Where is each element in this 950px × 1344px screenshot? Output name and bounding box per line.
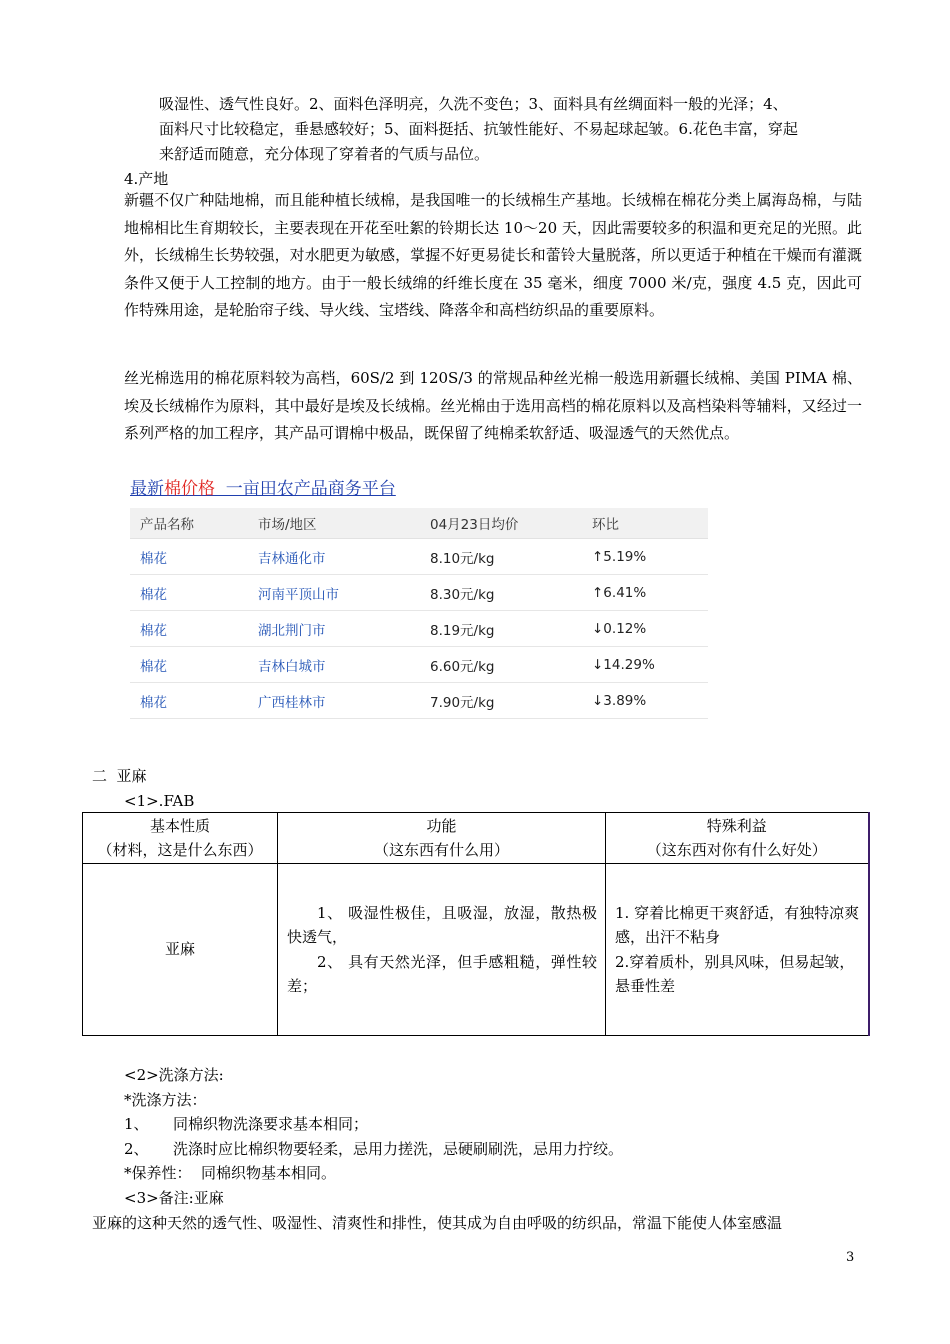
price-value: 7.90元/kg	[430, 683, 592, 719]
product-link[interactable]: 棉花	[130, 539, 258, 575]
col-product: 产品名称	[130, 508, 258, 539]
change-value: ↓3.89%	[592, 683, 708, 719]
origin-heading: 4.产地	[124, 170, 169, 188]
note-heading: <3>备注:亚麻	[124, 1189, 224, 1207]
origin-paragraph: 新疆不仅广种陆地棉，而且能种植长绒棉，是我国唯一的长绒棉生产基地。长绒棉在棉花分类上属海岛棉，与陆地棉相比生育期较长，主要表现在开花至吐絮的铃期长达 10～20 天，因此需要较多的积温和更充足的光照。此外，长绒棉生长势较强，对水肥更为敏感，掌握不好更易徒长和蕾铃大量脱落，所以更适于种植在干燥而有灌溉条件又便于人工控制的地方。由于一般长绒绵的纤维长度在 35 毫米，细度 7000 米/克，强度 4.5 克，因此可作特殊用途，是轮胎帘子线、导火线、宝塔线、降落伞和高档纺织品的重要原料。	[124, 191, 862, 319]
table-row	[130, 575, 708, 611]
top-paragraph-line-1: 吸湿性、透气性良好。2、面料色泽明亮，久洗不变色；3、面料具有丝绸面料一般的光泽；4、	[159, 95, 788, 113]
fab-material: 亚麻	[83, 864, 278, 1036]
change-value: ↓14.29%	[592, 647, 708, 683]
fab-header-row	[83, 813, 869, 864]
washing-item-1: 同棉织物洗涤要求基本相同；	[173, 1115, 369, 1133]
col-change: 环比	[592, 508, 708, 539]
fab-table	[82, 812, 870, 1036]
washing-item-2: 洗涤时应比棉织物要轻柔，忌用力搓洗，忌硬刷刷洗，忌用力拧绞。	[173, 1140, 624, 1158]
fab-header-material: 基本性质 （材料，这是什么东西）	[83, 813, 278, 864]
fab-benefit: 1. 穿着比棉更干爽舒适，有独特凉爽感，出汗不粘身 2.穿着质朴，别具风味，但易起皱，悬垂性差	[606, 864, 869, 1036]
market-link[interactable]: 广西桂林市	[258, 683, 430, 719]
page-number: 3	[846, 1250, 855, 1265]
change-value: ↑6.41%	[592, 575, 708, 611]
cotton-price-widget	[130, 478, 710, 719]
note-line: 亚麻的这种天然的透气性、吸湿性、清爽性和排性，使其成为自由呼吸的纺织品，常温下能使人体室感温	[92, 1214, 783, 1232]
price-value: 8.19元/kg	[430, 611, 592, 647]
market-link[interactable]: 吉林通化市	[258, 539, 430, 575]
col-avg-price: 04月23日均价	[430, 508, 592, 539]
product-link[interactable]: 棉花	[130, 575, 258, 611]
fab-function: 1、 吸湿性极佳，且吸湿，放湿，散热极快透气， 2、 具有天然光泽，但手感粗糙，弹性较差；	[278, 864, 606, 1036]
mercerized-paragraph: 丝光棉选用的棉花原料较为高档，60S/2 到 120S/3 的常规品种丝光棉一般选用新疆长绒棉、美国 PIMA 棉、埃及长绒棉作为原料，其中最好是埃及长绒棉。丝光棉由于选用高档的棉花原料以及高档染料等辅料，又经过一系列严格的加工程序，其产品可谓棉中极品，既保留了纯棉柔软舒适、吸湿透气的天然优点。	[124, 369, 862, 442]
change-value: ↓0.12%	[592, 611, 708, 647]
fab-header-benefit: 特殊利益 （这东西对你有什么好处）	[606, 813, 869, 864]
price-value: 6.60元/kg	[430, 647, 592, 683]
washing-item-2-num: 2、	[124, 1140, 149, 1158]
section2-heading: 二 亚麻	[92, 767, 147, 785]
col-market: 市场/地区	[258, 508, 430, 539]
market-link[interactable]: 湖北荆门市	[258, 611, 430, 647]
price-value: 8.10元/kg	[430, 539, 592, 575]
market-link[interactable]: 河南平顶山市	[258, 575, 430, 611]
product-link[interactable]: 棉花	[130, 683, 258, 719]
fab-header-function: 功能 （这东西有什么用）	[278, 813, 606, 864]
maintenance-text: *保养性： 同棉织物基本相同。	[124, 1164, 337, 1182]
table-row	[130, 539, 708, 575]
table-row	[130, 647, 708, 683]
top-paragraph-line-2: 面料尺寸比较稳定，垂悬感较好；5、面料挺括、抗皱性能好、不易起球起皱。6.花色丰富，穿起	[159, 120, 798, 138]
washing-item-1-num: 1、	[124, 1115, 149, 1133]
price-table-header	[130, 508, 708, 539]
washing-subheading: *洗涤方法：	[124, 1091, 207, 1109]
product-link[interactable]: 棉花	[130, 647, 258, 683]
top-paragraph-line-3: 来舒适而随意，充分体现了穿着者的气质与品位。	[159, 145, 490, 163]
price-value: 8.30元/kg	[430, 575, 592, 611]
washing-heading: <2>洗涤方法:	[124, 1066, 224, 1084]
table-row	[130, 683, 708, 719]
price-widget-title[interactable]: 最新棉价格 一亩田农产品商务平台	[130, 479, 396, 499]
table-row	[130, 611, 708, 647]
fab-body-row	[83, 864, 869, 1036]
price-table	[130, 508, 708, 719]
change-value: ↑5.19%	[592, 539, 708, 575]
fab-heading: <1>.FAB	[124, 792, 195, 810]
market-link[interactable]: 吉林白城市	[258, 647, 430, 683]
product-link[interactable]: 棉花	[130, 611, 258, 647]
